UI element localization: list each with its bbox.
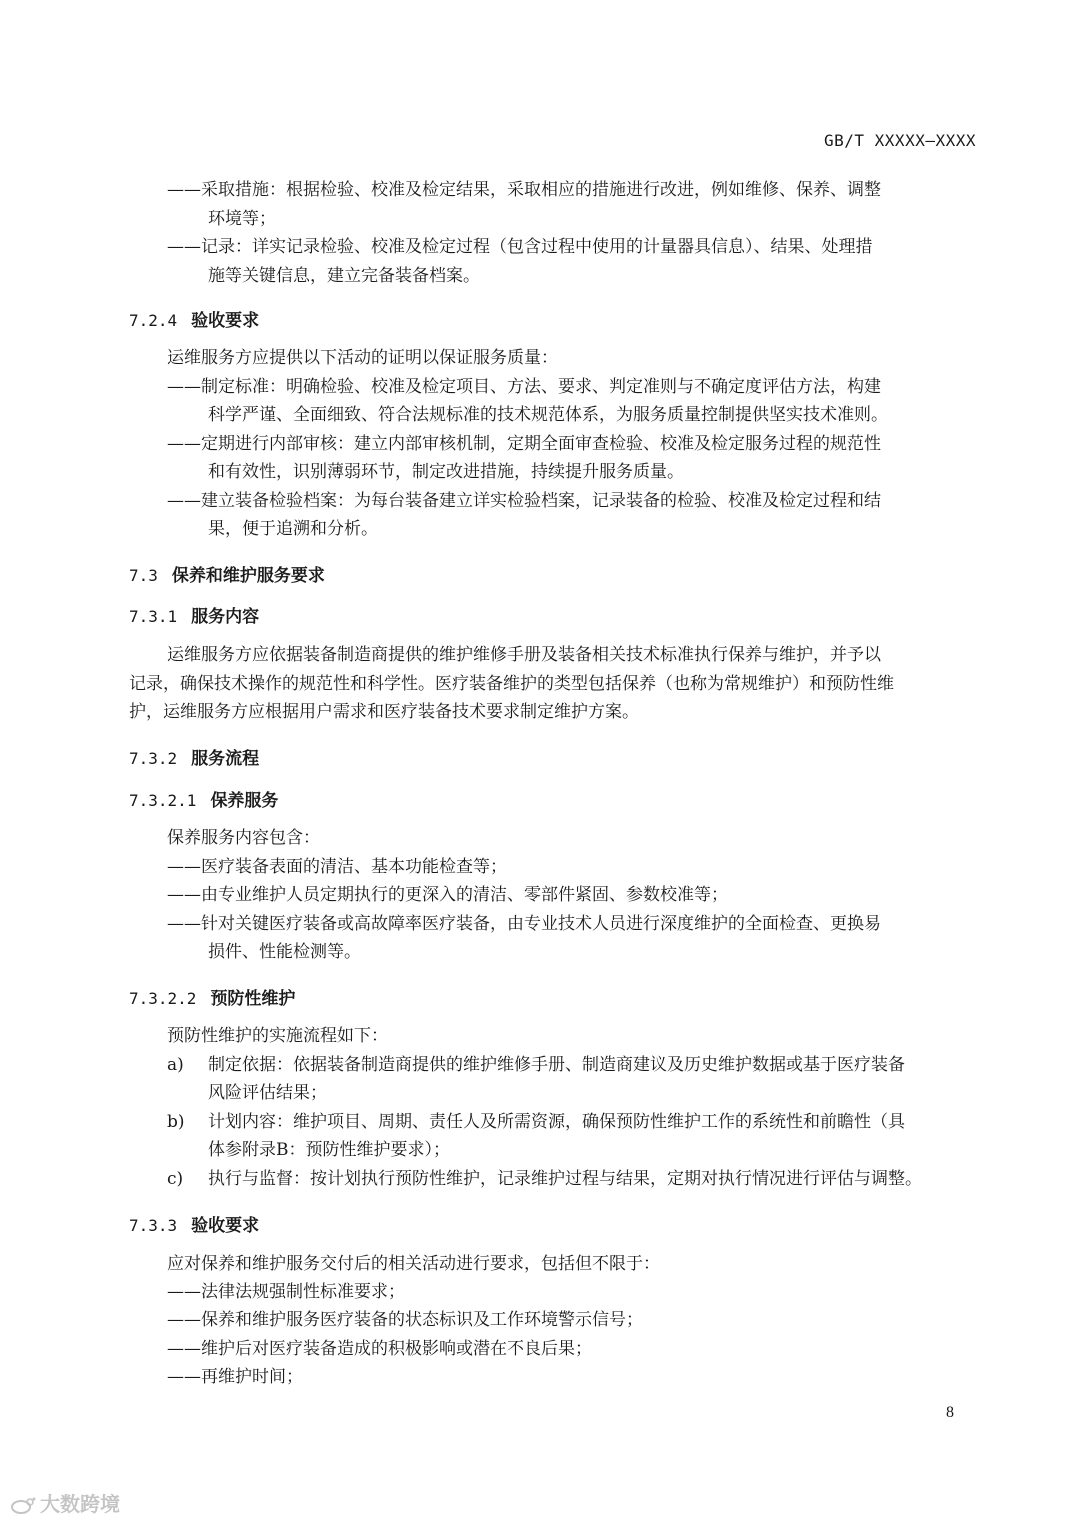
list-marker-c: c) [167,1169,184,1189]
section-heading-7-3-2 [129,744,259,769]
list-item: ——采取措施：根据检验、校准及检定结果，采取相应的措施进行改进，例如维修、保养、调整 [167,180,881,200]
section-heading-7-3-1 [129,602,259,627]
list-item: 制定依据：依据装备制造商提供的维护维修手册、制造商建议及历史维护数据或基于医疗装备 [208,1055,905,1075]
list-item: ——再维护时间； [167,1367,303,1387]
list-item: ——定期进行内部审核：建立内部审核机制，定期全面审查检验、校准及检定服务过程的规范性 [167,434,881,454]
section-number: 7.3 [129,566,158,585]
paragraph: 运维服务方应依据装备制造商提供的维护维修手册及装备相关技术标准执行保养与维护，并予以 [167,645,881,665]
paragraph: 预防性维护的实施流程如下： [167,1026,388,1046]
list-item-continuation: 环境等； [208,209,276,229]
list-item: ——记录：详实记录检验、校准及检定过程（包含过程中使用的计量器具信息）、结果、处理措 [167,237,873,257]
document-code-header: GB/T XXXXX—XXXX [824,131,976,150]
list-item: ——法律法规强制性标准要求； [167,1282,405,1302]
list-item-continuation: 体参附录B：预防性维护要求）； [208,1140,450,1160]
list-item: 执行与监督：按计划执行预防性维护，记录维护过程与结果，定期对执行情况进行评估与调整。 [208,1169,922,1189]
list-item: 计划内容：维护项目、周期、责任人及所需资源，确保预防性维护工作的系统性和前瞻性（具 [208,1112,905,1132]
list-marker-a: a) [167,1055,184,1075]
list-item-continuation: 和有效性，识别薄弱环节，制定改进措施，持续提升服务质量。 [208,462,684,482]
list-item: ——医疗装备表面的清洁、基本功能检查等； [167,857,507,877]
list-item: ——保养和维护服务医疗装备的状态标识及工作环境警示信号； [167,1310,643,1330]
paragraph-continuation: 记录，确保技术操作的规范性和科学性。医疗装备维护的类型包括保养（也称为常规维护）和预防性维 [129,674,894,694]
paragraph: 保养服务内容包含： [167,828,320,848]
paragraph-continuation: 护，运维服务方应根据用户需求和医疗装备技术要求制定维护方案。 [129,702,639,722]
section-number: 7.3.3 [129,1216,178,1235]
watermark-logo-icon [10,1497,36,1515]
section-title: 服务流程 [191,749,260,769]
list-marker-b: b) [167,1112,185,1132]
section-heading-7-3 [129,561,325,586]
section-number: 7.3.2 [129,749,178,768]
section-title: 预防性维护 [210,989,296,1009]
list-item: ——针对关键医疗装备或高故障率医疗装备，由专业技术人员进行深度维护的全面检查、更换易 [167,914,881,934]
list-item-continuation: 施等关键信息，建立完备装备档案。 [208,266,480,286]
section-heading-7-2-4 [129,306,259,331]
watermark [10,1488,120,1517]
watermark-text: 大数跨境 [40,1492,120,1516]
section-title: 验收要求 [191,311,260,331]
page-number: 8 [946,1404,954,1421]
section-title: 验收要求 [191,1216,260,1236]
list-item-continuation: 果，便于追溯和分析。 [208,519,378,539]
section-number: 7.3.1 [129,607,178,626]
section-title: 保养服务 [210,791,279,811]
list-item: ——维护后对医疗装备造成的积极影响或潜在不良后果； [167,1339,592,1359]
section-number: 7.2.4 [129,311,178,330]
section-title: 保养和维护服务要求 [171,566,325,586]
list-item-continuation: 风险评估结果； [208,1083,327,1103]
section-heading-7-3-2-1 [129,786,278,811]
paragraph: 应对保养和维护服务交付后的相关活动进行要求，包括但不限于： [167,1254,660,1274]
list-item-continuation: 损件、性能检测等。 [208,942,361,962]
list-item: ——制定标准：明确检验、校准及检定项目、方法、要求、判定准则与不确定度评估方法，构建 [167,377,881,397]
section-heading-7-3-3 [129,1211,259,1236]
list-item: ——建立装备检验档案：为每台装备建立详实检验档案，记录装备的检验、校准及检定过程和结 [167,491,881,511]
section-title: 服务内容 [191,607,260,627]
paragraph: 运维服务方应提供以下活动的证明以保证服务质量： [167,348,558,368]
list-item: ——由专业维护人员定期执行的更深入的清洁、零部件紧固、参数校准等； [167,885,728,905]
section-number: 7.3.2.2 [129,989,197,1008]
section-heading-7-3-2-2 [129,984,295,1009]
section-number: 7.3.2.1 [129,791,197,810]
list-item-continuation: 科学严谨、全面细致、符合法规标准的技术规范体系，为服务质量控制提供坚实技术准则。 [208,405,888,425]
